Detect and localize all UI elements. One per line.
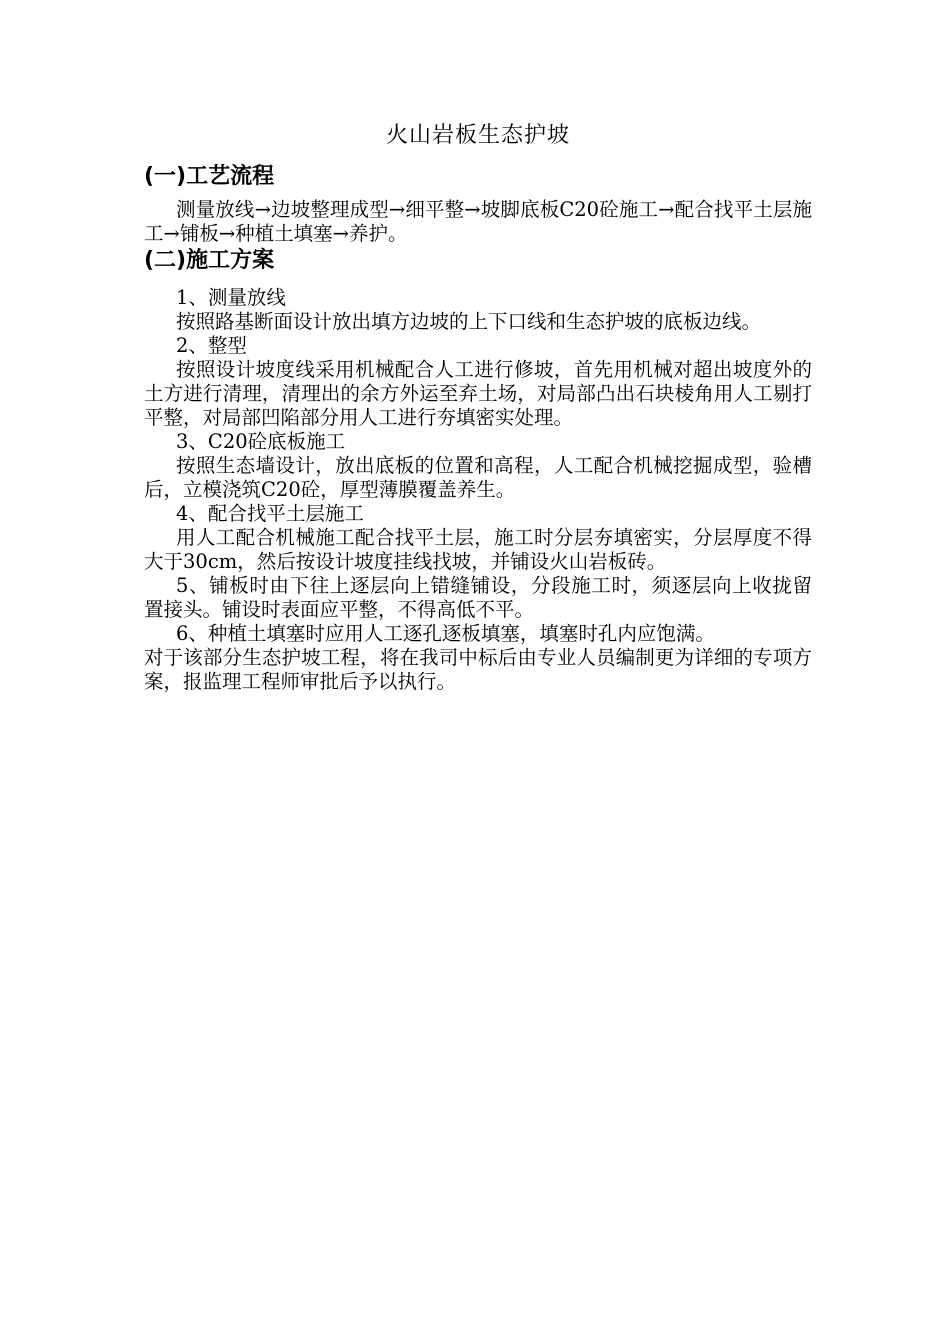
item-text-6: 6、种植土填塞时应用人工逐孔逐板填塞，填塞时孔内应饱满。 [176, 622, 715, 645]
item-label-4: 4、配合找平土层施工 [176, 502, 364, 525]
section-heading-process: (一)工艺流程 [144, 164, 275, 189]
item-label-3: 3、C20砼底板施工 [176, 430, 346, 453]
item-text-3: 按照生态墙设计，放出底板的位置和高程，人工配合机械挖掘成型，验槽后，立模浇筑C20砼，厚型薄膜覆盖养生。 [144, 454, 812, 501]
item-text-4: 用人工配合机械施工配合找平土层，施工时分层夯填密实，分层厚度不得大于30cm，然后按设计坡度挂线找坡，并铺设火山岩板砖。 [144, 526, 812, 573]
item-text-1: 按照路基断面设计放出填方边坡的上下口线和生态护坡的底板边线。 [176, 310, 762, 333]
item-text-5: 5、铺板时由下往上逐层向上错缝铺设，分段施工时，须逐层向上收拢留置接头。铺设时表面应平整，不得高低不平。 [144, 574, 812, 621]
closing-text: 对于该部分生态护坡工程，将在我司中标后由专业人员编制更为详细的专项方案，报监理工程师审批后予以执行。 [144, 646, 812, 693]
section-heading-plan: (二)施工方案 [144, 248, 275, 273]
document-content [144, 118, 812, 694]
item-text-2: 按照设计坡度线采用机械配合人工进行修坡，首先用机械对超出坡度外的土方进行清理，清理出的余方外运至弃土场，对局部凸出石块棱角用人工剔打平整，对局部凹陷部分用人工进行夯填密实处理。 [144, 358, 812, 429]
item-label-1: 1、测量放线 [176, 286, 286, 309]
process-flow-text: 测量放线→边坡整理成型→细平整→坡脚底板C20砼施工→配合找平土层施工→铺板→种植土填塞→养护。 [144, 198, 812, 245]
document-title: 火山岩板生态护坡 [385, 123, 570, 148]
item-label-2: 2、整型 [176, 334, 247, 357]
